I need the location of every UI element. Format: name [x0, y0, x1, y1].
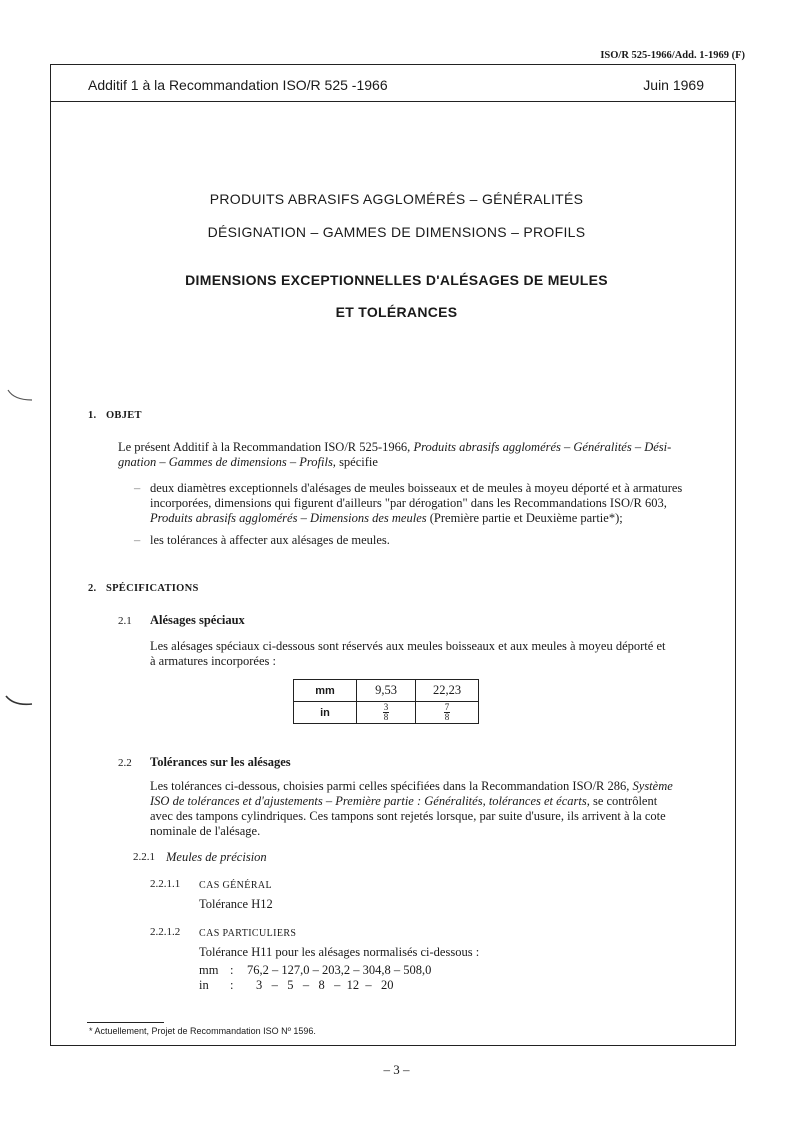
- section-2-2-plain-2: se contrôlent: [589, 794, 658, 808]
- section-2-1-text-line-2: à armatures incorporées :: [150, 654, 276, 668]
- table-cell-mm-value-2: 22,23: [416, 680, 479, 702]
- bore-dimensions-table: [293, 679, 479, 724]
- section-2-1-text-line-1: Les alésages spéciaux ci-dessous sont réservés aux meules boisseaux et aux meules à moyeu déporté et: [150, 639, 666, 653]
- section-1-heading: [88, 410, 142, 421]
- section-2-2-1-number: 2.2.1: [133, 851, 155, 863]
- bore-in-label: in: [199, 978, 209, 992]
- section-2-2-line-3: avec des tampons cylindriques. Ces tampons sont rejetés lorsque, par suite d'usure, ils arrivent à la cote: [150, 809, 666, 823]
- bullet-2: les tolérances à affecter aux alésages de meules.: [150, 533, 390, 547]
- section-2-2-italic: Système: [632, 779, 673, 793]
- section-2-2-line-4: nominale de l'alésage.: [150, 824, 261, 838]
- page-number: – 3 –: [383, 1062, 410, 1077]
- section-2-2-1-2-heading: CAS PARTICULIERS: [199, 928, 297, 939]
- section-1-intro-line-2: [118, 455, 378, 470]
- section-1-intro-line-1: [118, 440, 671, 455]
- bore-in-colon: :: [230, 978, 234, 992]
- section-2-heading: [88, 583, 199, 594]
- fraction-3-8: [383, 703, 390, 722]
- table-row-in: [294, 702, 479, 724]
- table-row-mm: [294, 680, 479, 702]
- section-2-2-heading: Tolérances sur les alésages: [150, 755, 291, 769]
- title-line-3: DIMENSIONS EXCEPTIONNELLES D'ALÉSAGES DE MEULES: [185, 272, 608, 288]
- table-cell-unit-mm: mm: [294, 680, 357, 702]
- title-line-4: ET TOLÉRANCES: [335, 304, 458, 320]
- section-1-title: OBJET: [105, 410, 142, 421]
- bore-in-values: 3 – 5 – 8 – 12 – 20: [256, 978, 394, 992]
- section-2-2-line-2: [150, 794, 657, 809]
- section-2-1-number: 2.1: [118, 615, 132, 627]
- table-cell-mm-value-1: 9,53: [357, 680, 416, 702]
- table-cell-unit-in: in: [294, 702, 357, 724]
- intro-text-plain: Le présent Additif à la Recommandation ISO/R 525-1966,: [118, 440, 414, 454]
- fraction-numerator: 3: [383, 702, 389, 712]
- section-1-number: 1.: [88, 410, 97, 421]
- header-date: Juin 1969: [643, 77, 704, 93]
- section-2-2-italic-2: ISO de tolérances et d'ajustements – Première partie : Généralités, tolérances et écarts,: [150, 794, 590, 808]
- bullet-1-line-1: deux diamètres exceptionnels d'alésages de meules boisseaux et de meules à moyeu déporté et à armatures: [150, 481, 683, 495]
- table-cell-in-value-1: [357, 702, 416, 724]
- section-2-2-1-heading: Meules de précision: [166, 850, 267, 864]
- section-2-2-number: 2.2: [118, 757, 132, 769]
- fraction-numerator: 7: [444, 702, 450, 712]
- fraction-denominator: 8: [383, 712, 389, 722]
- bullet-dash: –: [134, 481, 141, 495]
- scan-mark-icon: [6, 388, 34, 404]
- bullet-1-italic: Produits abrasifs agglomérés – Dimensions des meules: [150, 511, 427, 525]
- intro-text-italic-2: gnation – Gammes de dimensions – Profils,: [118, 455, 336, 469]
- fraction-7-8: [444, 703, 451, 722]
- bore-mm-colon: :: [230, 963, 234, 977]
- header-addendum-title: Additif 1 à la Recommandation ISO/R 525 -1966: [88, 77, 388, 93]
- scan-mark-icon: [4, 694, 34, 710]
- bullet-1-line-2: incorporées, dimensions qui figurent d'ailleurs "par dérogation" dans les Recommandations ISO/R 603,: [150, 496, 667, 510]
- section-2-2-1-2-number: 2.2.1.2: [150, 926, 181, 938]
- section-2-2-1-1-heading: CAS GÉNÉRAL: [199, 880, 273, 891]
- section-2-2-plain: Les tolérances ci-dessous, choisies parmi celles spécifiées dans la Recommandation ISO/R 286,: [150, 779, 633, 793]
- section-2-2-1-2-text: Tolérance H11 pour les alésages normalisés ci-dessous :: [199, 945, 480, 959]
- title-line-1: PRODUITS ABRASIFS AGGLOMÉRÉS – GÉNÉRALITÉS: [209, 191, 584, 207]
- section-2-2-line-1: [150, 779, 673, 794]
- title-line-2: DÉSIGNATION – GAMMES DE DIMENSIONS – PROFILS: [207, 224, 586, 240]
- bullet-1-line-3: [150, 511, 623, 526]
- header-row: [51, 65, 735, 102]
- document-reference: ISO/R 525-1966/Add. 1-1969 (F): [600, 50, 745, 61]
- footnote-rule: [87, 1022, 164, 1023]
- bullet-dash: –: [134, 533, 141, 547]
- intro-text-italic: Produits abrasifs agglomérés – Généralités – Dési-: [413, 440, 672, 454]
- intro-text-plain-2: spécifie: [335, 455, 378, 469]
- section-2-title: SPÉCIFICATIONS: [105, 583, 199, 594]
- fraction-denominator: 8: [444, 712, 450, 722]
- footnote: * Actuellement, Projet de Recommandation ISO Nº 1596.: [89, 1026, 316, 1036]
- bore-mm-values: 76,2 – 127,0 – 203,2 – 304,8 – 508,0: [247, 963, 432, 977]
- section-2-2-1-1-text: Tolérance H12: [199, 897, 273, 911]
- section-2-2-1-1-number: 2.2.1.1: [150, 878, 181, 890]
- bore-mm-label: mm: [199, 963, 219, 977]
- bullet-1-plain: (Première partie et Deuxième partie*);: [426, 511, 623, 525]
- section-2-number: 2.: [88, 583, 97, 594]
- page-frame: [50, 64, 736, 1046]
- table-cell-in-value-2: [416, 702, 479, 724]
- section-2-1-heading: Alésages spéciaux: [150, 613, 245, 627]
